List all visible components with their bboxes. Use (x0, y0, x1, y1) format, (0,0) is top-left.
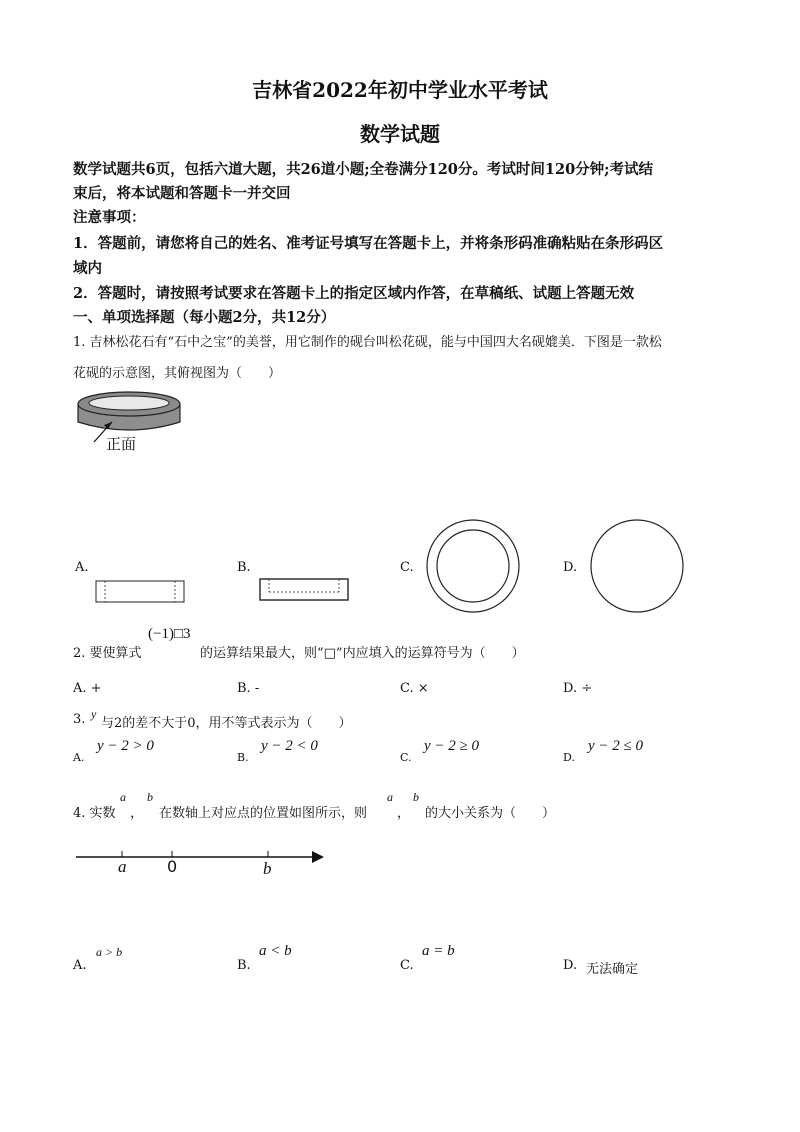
q2-prefix: 2. 要使算式 (73, 646, 142, 661)
axis-label-zero: 0 (167, 857, 178, 876)
q3-option-a-letter: A. (73, 751, 85, 764)
q4-text-mid: 在数轴上对应点的位置如图所示，则 (159, 806, 368, 821)
q3-option-d-letter: D. (563, 751, 575, 764)
q3-number: 3. (73, 712, 86, 727)
intro-line-2: 束后，将本试题和答题卡一并交回 (73, 185, 291, 202)
notes-heading: 注意事项： (73, 209, 146, 226)
note-2: 2．答题时，请按照考试要求在答题卡上的指定区域内作答，在草稿纸、试题上答题无效 (73, 285, 635, 302)
q2-suffix: 的运算结果最大，则“□”内应填入的运算符号为（ ） (200, 646, 525, 661)
q2-option-a: A. + (73, 681, 102, 696)
q3-text: 与2的差不大于0，用不等式表示为（ ） (101, 716, 352, 731)
note-1-line-2: 域内 (73, 260, 102, 277)
q4-var-b-2: b (413, 790, 419, 804)
front-label: 正面 (106, 435, 137, 453)
q4-option-a-expr: a > b (96, 945, 123, 959)
axis-label-b: b (263, 859, 272, 878)
q4-sep-1: ， (130, 806, 144, 821)
q4-text-end: 的大小关系为（ ） (425, 806, 556, 821)
q1-line-2: 花砚的示意图，其俯视图为（ ） (73, 366, 282, 381)
q1-option-a-figure (95, 580, 185, 604)
intro-line-1: 数学试题共6页，包括六道大题，共26道小题;全卷满分120分。考试时间120分钟;考试结 (73, 161, 654, 178)
q1-option-d-figure (589, 518, 685, 614)
q1-option-b-label: B. (237, 560, 251, 575)
q3-option-c-expr: y − 2 ≥ 0 (424, 738, 480, 754)
q3-var-y: y (91, 707, 97, 721)
q4-var-a: a (120, 790, 126, 804)
q1-line-1: 1. 吉林松花石有“石中之宝”的美誉，用它制作的砚台叫松花砚，能与中国四大名砚媲美．下图是一款松 (73, 335, 662, 350)
axis-label-a: a (118, 857, 127, 876)
q2-expression: (−1)□3 (148, 626, 191, 642)
note-1-line-1: 1．答题前，请您将自己的姓名、准考证号填写在答题卡上，并将条形码准确粘贴在条形码区 (73, 235, 664, 252)
q4-option-d-letter: D. (563, 958, 578, 973)
q1-option-b-figure (259, 578, 349, 602)
q3-option-b-letter: B. (237, 751, 249, 764)
section-heading: 一、单项选择题（每小题2分，共12分） (73, 309, 336, 326)
q1-option-c-figure (425, 518, 521, 614)
q3-option-d-expr: y − 2 ≤ 0 (588, 738, 644, 754)
q4-option-a-letter: A. (73, 958, 87, 973)
q1-option-c-label: C. (400, 560, 414, 575)
q3-option-b-expr: y − 2 < 0 (261, 738, 318, 754)
q4-option-b-expr: a < b (259, 943, 292, 959)
q4-prefix: 4. 实数 (73, 806, 116, 821)
q4-option-d-text: 无法确定 (586, 962, 639, 977)
exam-title: 吉林省2022年初中学业水平考试 (252, 78, 548, 102)
q4-option-c-expr: a = b (422, 943, 455, 959)
q2-option-b: B. - (237, 681, 260, 696)
q4-var-b: b (147, 790, 153, 804)
q4-option-c-letter: C. (400, 958, 414, 973)
q4-sep-2: ， (397, 806, 411, 821)
q2-option-d: D. ÷ (563, 681, 593, 696)
q1-option-a-label: A. (75, 560, 89, 575)
q3-option-c-letter: C. (400, 751, 412, 764)
q4-var-a-2: a (387, 790, 393, 804)
q4-option-b-letter: B. (237, 958, 251, 973)
q3-option-a-expr: y − 2 > 0 (97, 738, 154, 754)
q1-option-d-label: D. (563, 560, 578, 575)
exam-subtitle: 数学试题 (360, 122, 440, 146)
number-line (76, 845, 328, 885)
q2-option-c: C. × (400, 681, 429, 696)
